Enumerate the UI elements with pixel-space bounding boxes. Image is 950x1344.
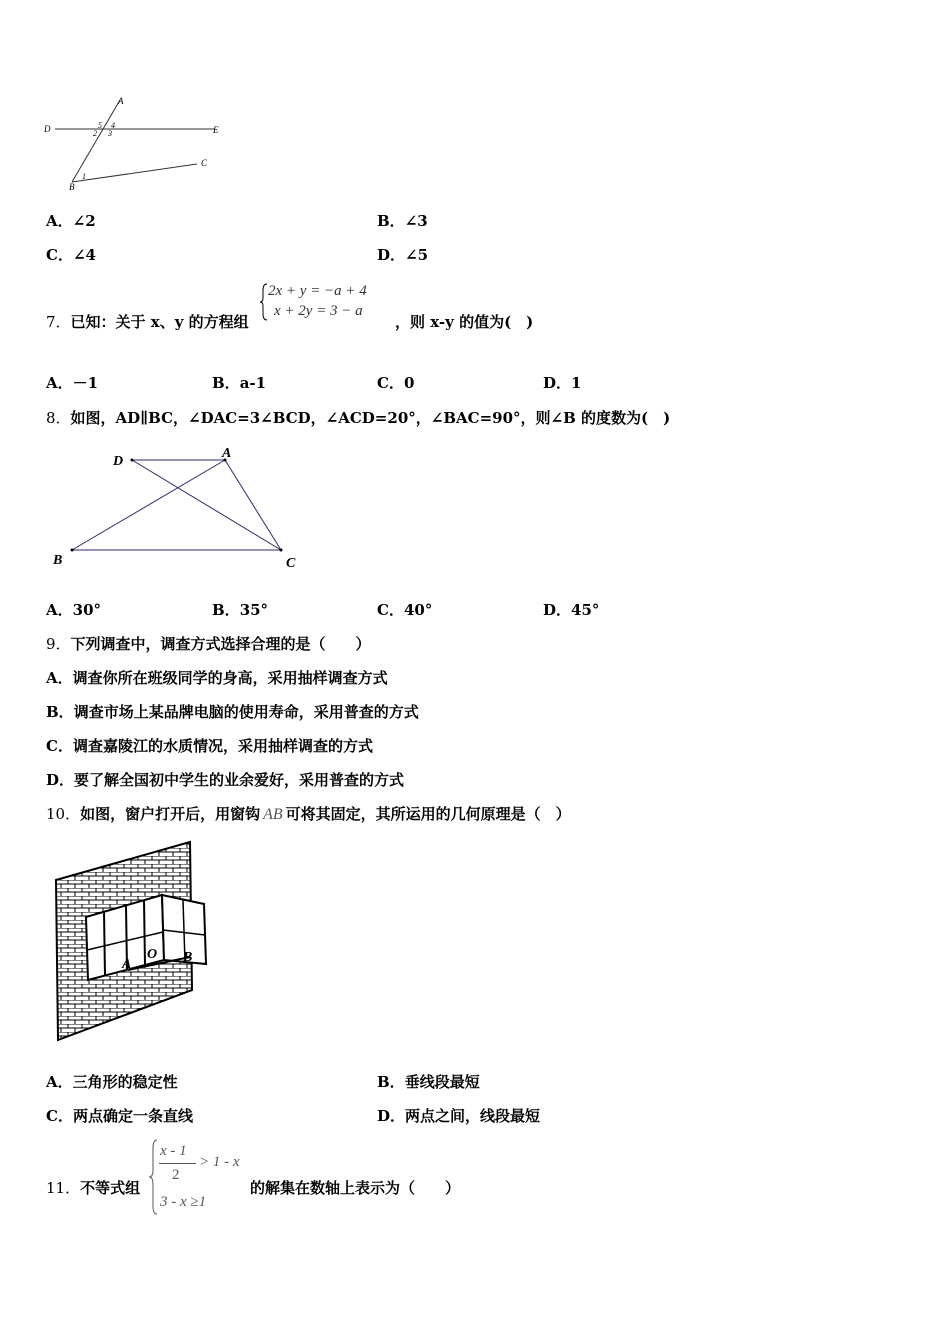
option-text: 45°	[571, 601, 600, 619]
q9-option-a[interactable]	[46, 668, 388, 688]
label-c: C	[286, 556, 296, 571]
label-a: A	[222, 446, 232, 461]
option-letter: B．	[212, 374, 240, 392]
option-letter: C．	[377, 374, 404, 392]
line-bc	[72, 164, 197, 182]
segment-ab	[72, 460, 225, 550]
option-text: －1	[72, 374, 99, 392]
q6-figure	[40, 92, 240, 192]
option-letter: A．	[46, 669, 73, 687]
q7-stem-suffix: ，则 x-y 的值为( )	[395, 313, 534, 331]
q8-figure	[45, 440, 315, 575]
option-text: ∠3	[404, 212, 428, 230]
angle-5: 5	[98, 121, 102, 130]
angle-1: 1	[82, 172, 86, 181]
option-text: ∠4	[72, 246, 96, 264]
point-b	[71, 549, 74, 552]
stem-text: 已知：关于 x、y 的方程组	[70, 313, 249, 331]
q9-option-b[interactable]	[46, 702, 419, 722]
option-text: 调查嘉陵江的水质情况，采用抽样调查的方式	[72, 737, 373, 755]
option-text: 垂线段最短	[404, 1073, 480, 1091]
q11-denominator: 2	[172, 1167, 180, 1183]
option-letter: C．	[46, 246, 73, 264]
option-text: ∠2	[72, 212, 96, 230]
q7-equation-2: x + 2y = 3 − a	[274, 303, 363, 319]
q9-option-c[interactable]	[46, 736, 373, 756]
label-c: C	[201, 158, 208, 168]
option-text: ∠5	[405, 246, 429, 264]
angle-2: 2	[93, 129, 97, 138]
fraction-bar	[159, 1163, 196, 1164]
option-letter: B．	[377, 212, 405, 230]
option-text: 40°	[403, 601, 433, 619]
label-a: A	[122, 957, 132, 972]
q10-option-b[interactable]	[377, 1072, 480, 1092]
point-d	[131, 459, 134, 462]
option-text: 0	[403, 374, 415, 392]
q9-stem	[46, 634, 371, 654]
q7-option-c[interactable]	[377, 373, 414, 393]
option-text: 35°	[239, 601, 269, 619]
option-letter: C．	[377, 601, 404, 619]
q11-inequality-2: 3 - x ≥1	[160, 1194, 207, 1210]
label-a: A	[118, 96, 124, 106]
label-b: B	[183, 950, 193, 965]
q10-stem	[46, 804, 571, 825]
option-letter: D．	[377, 1107, 406, 1125]
label-b: B	[69, 182, 75, 192]
option-letter: D．	[543, 374, 572, 392]
angle-4: 4	[111, 121, 115, 130]
option-letter: A．	[46, 1073, 73, 1091]
question-number: 10．	[46, 805, 81, 823]
option-letter: B．	[377, 1073, 405, 1091]
q7-option-b[interactable]	[212, 373, 266, 393]
q10-option-a[interactable]	[46, 1072, 178, 1092]
q7-equation-1: 2x + y = −a + 4	[268, 283, 367, 299]
option-letter: C．	[46, 1107, 73, 1125]
option-text: 调查你所在班级同学的身高，采用抽样调查方式	[72, 669, 388, 687]
option-text: 三角形的稳定性	[72, 1073, 178, 1091]
option-text: 调查市场上某品牌电脑的使用寿命，采用普查的方式	[73, 703, 419, 721]
q7-option-d[interactable]	[543, 373, 581, 393]
stem-text: 不等式组	[80, 1179, 141, 1197]
segment-dc	[132, 460, 281, 550]
angle-3: 3	[108, 129, 112, 138]
stem-text: 如图，AD∥BC，∠DAC=3∠BCD，∠ACD=20°，∠BAC=90°，则∠B 的度数为( )	[70, 409, 671, 427]
q6-option-b[interactable]	[377, 211, 428, 231]
q6-option-a[interactable]	[46, 211, 96, 231]
q7-stem-prefix	[46, 312, 249, 332]
option-text: 两点之间，线段最短	[405, 1107, 541, 1125]
option-letter: D．	[46, 771, 75, 789]
q7-option-a[interactable]	[46, 373, 98, 393]
stem-math: AB	[263, 806, 283, 823]
q8-option-c[interactable]	[377, 600, 432, 620]
label-d: D	[113, 454, 124, 469]
label-d: D	[44, 124, 51, 134]
q8-option-a[interactable]	[46, 600, 101, 620]
segment-ac	[225, 460, 281, 550]
q8-stem	[46, 408, 670, 428]
option-text: a-1	[239, 374, 267, 392]
q8-option-d[interactable]	[543, 600, 599, 620]
q10-option-d[interactable]	[377, 1106, 540, 1126]
q8-option-b[interactable]	[212, 600, 268, 620]
q11-inequality-1-rest: > 1 - x	[199, 1154, 240, 1170]
line-ab	[72, 100, 120, 182]
option-letter: A．	[46, 374, 73, 392]
q7-equation-system	[260, 282, 395, 322]
label-o: O	[147, 947, 158, 962]
option-letter: C．	[46, 737, 73, 755]
q6-option-d[interactable]	[377, 245, 428, 265]
stem-text: 如图，窗户打开后，用窗钩	[80, 805, 261, 823]
option-letter: B．	[212, 601, 240, 619]
label-e: E	[213, 125, 219, 135]
label-b: B	[53, 553, 63, 568]
question-number: 8．	[46, 409, 71, 427]
q10-window-figure	[50, 840, 215, 1045]
q11-stem-prefix	[46, 1178, 140, 1198]
option-text: 30°	[72, 601, 102, 619]
question-number: 11．	[46, 1179, 81, 1197]
q11-stem-suffix: 的解集在数轴上表示为（ ）	[250, 1179, 461, 1197]
stem-text: 下列调查中，调查方式选择合理的是（ ）	[70, 635, 371, 653]
option-letter: D．	[543, 601, 572, 619]
stem-text-after: 可将其固定，其所运用的几何原理是（ ）	[285, 805, 571, 823]
option-text: 1	[571, 374, 582, 392]
point-c	[280, 549, 283, 552]
question-number: 9．	[46, 635, 71, 653]
option-text: 要了解全国初中学生的业余爱好，采用普查的方式	[74, 771, 405, 789]
question-number: 7．	[46, 313, 71, 331]
option-letter: A．	[46, 601, 73, 619]
option-letter: B．	[46, 703, 74, 721]
q11-inequality-system	[148, 1138, 248, 1218]
q10-option-c[interactable]	[46, 1106, 193, 1126]
q6-option-c[interactable]	[46, 245, 96, 265]
brace-icon	[260, 282, 268, 322]
option-letter: A．	[46, 212, 73, 230]
brace-icon	[148, 1138, 158, 1216]
q9-option-d[interactable]	[46, 770, 404, 790]
option-letter: D．	[377, 246, 406, 264]
q11-numerator: x - 1	[160, 1143, 187, 1159]
option-text: 两点确定一条直线	[72, 1107, 193, 1125]
